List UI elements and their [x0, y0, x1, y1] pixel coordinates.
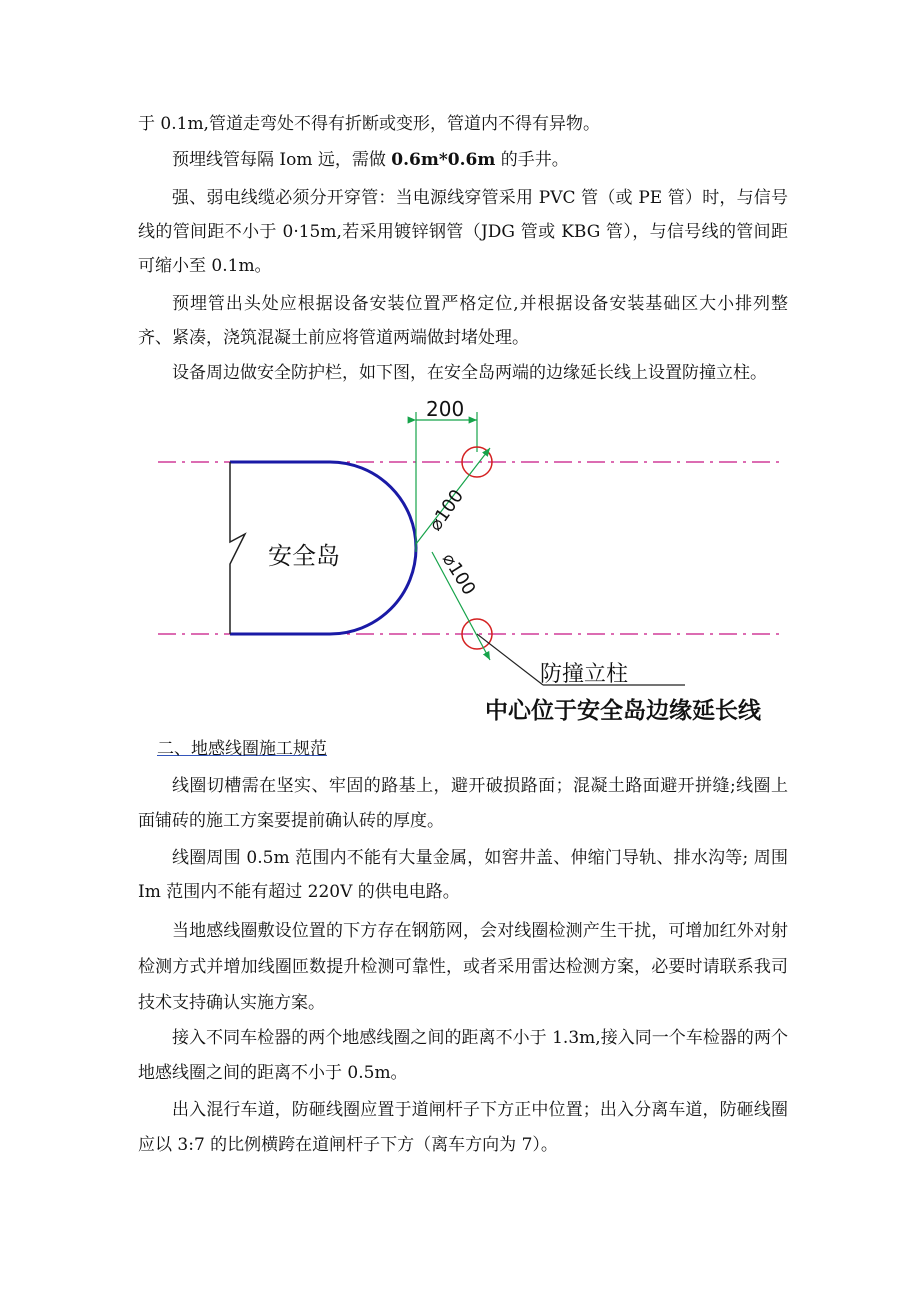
- upper-diameter-label: ⌀100: [424, 485, 469, 535]
- section-paragraph-5: 出入混行车道，防砸线圈应置于道闸杆子下方正中位置；出入分离车道，防砸线圈应以 3:7 的比例横跨在道闸杆子下方（离车方向为 7）。: [138, 1100, 788, 1155]
- paragraph-2-text-b: 的手井。: [495, 150, 569, 170]
- paragraph-5: 设备周边做安全防护栏，如下图，在安全岛两端的边缘延长线上设置防撞立柱。: [172, 363, 767, 383]
- section-paragraph-1: 线圈切槽需在坚实、牢固的路基上，避开破损路面；混凝土路面避开拼缝;线圈上面铺砖的施工方案要提前确认砖的厚度。: [138, 776, 788, 831]
- paragraph-2-bold: 0.6m*0.6m: [391, 150, 496, 170]
- paragraph-2: [138, 147, 788, 173]
- callout-leader: [477, 634, 543, 685]
- section-paragraph-4: 接入不同车检器的两个地感线圈之间的距离不小于 1.3m,接入同一个车检器的两个地感线圈之间的距离不小于 0.5m。: [138, 1028, 788, 1083]
- callout-subtitle: 中心位于安全岛边缘延长线: [485, 698, 761, 724]
- section-paragraph-3: 当地感线圈敷设位置的下方存在钢筋网，会对线圈检测产生干扰，可增加红外对射检测方式并增加线圈匝数提升检测可靠性，或者采用雷达检测方案，必要时请联系我司技术支持确认实施方案。: [138, 921, 788, 1013]
- dim-label-200: 200: [426, 397, 465, 421]
- callout-title: 防撞立柱: [540, 662, 629, 687]
- safety-island-diagram: [150, 392, 790, 737]
- paragraph-4: 预埋管出头处应根据设备安装位置严格定位,并根据设备安装基础区大小排列整齐、紧凑，浇筑混凝土前应将管道两端做封堵处理。: [138, 294, 788, 348]
- section-heading: 二、地感线圈施工规范: [157, 739, 327, 759]
- lower-diameter-label: ⌀100: [437, 549, 480, 599]
- break-line: [230, 462, 245, 634]
- paragraph-1: 于 0.1m,管道走弯处不得有折断或变形，管道内不得有异物。: [138, 114, 600, 134]
- island-label: 安全岛: [268, 542, 340, 570]
- paragraph-3: 强、弱电线缆必须分开穿管：当电源线穿管采用 PVC 管（或 PE 管）时，与信号线的管间距不小于 0·15m,若采用镀锌钢管（JDG 管或 KBG 管），与信号线的管间距可缩小至 0.1m。: [138, 188, 788, 276]
- section-paragraph-2: 线圈周围 0.5m 范围内不能有大量金属，如窖井盖、伸缩门导轨、排水沟等; 周围 Im 范围内不能有超过 220V 的供电电路。: [138, 848, 788, 902]
- paragraph-2-text-a: 预埋线管每隔 Iom 远，需做: [172, 150, 392, 170]
